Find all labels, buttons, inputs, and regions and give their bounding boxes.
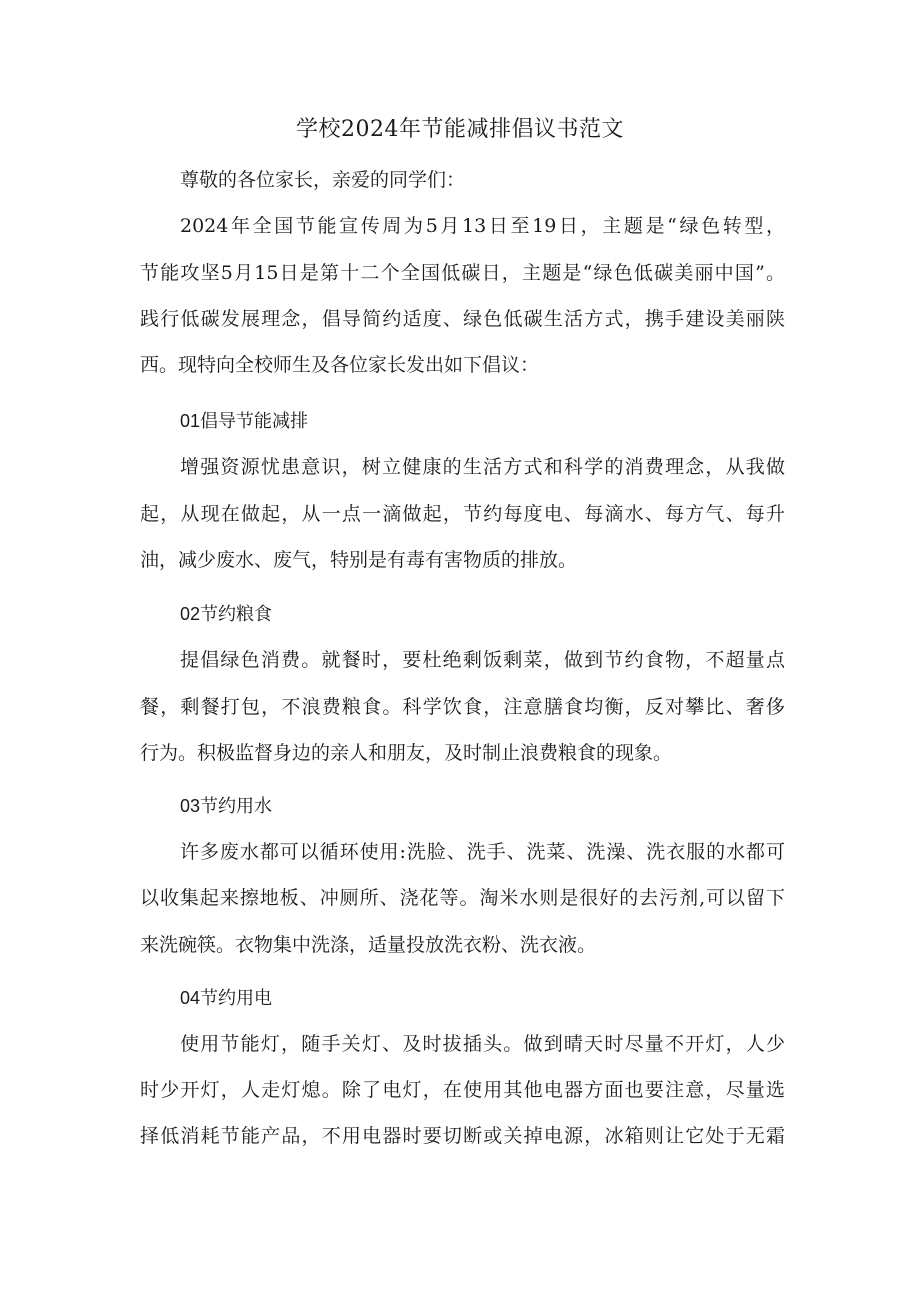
section-2-line-3: 行为。积极监督身边的亲人和朋友，及时制止浪费粮食的现象。 bbox=[140, 742, 673, 764]
section-2-line-1: 提倡绿色消费。就餐时，要杜绝剩饭剩菜，做到节约食物，不超量点 bbox=[180, 649, 785, 671]
section-3-line-3: 来洗碗筷。衣物集中洗涤，适量投放洗衣粉、洗衣液。 bbox=[140, 934, 597, 956]
section-heading-3: 03节约用水 bbox=[180, 796, 273, 816]
section-3-line-2: 以收集起来擦地板、冲厕所、浇花等。淘米水则是很好的去污剂,可以留下 bbox=[140, 887, 785, 909]
greeting: 尊敬的各位家长，亲爱的同学们： bbox=[180, 169, 466, 191]
section-2-line-2: 餐，剩餐打包，不浪费粮食。科学饮食，注意膳食均衡，反对攀比、奢侈 bbox=[140, 696, 785, 718]
intro-line-2: 节能攻坚5月15日是第十二个全国低碳日，主题是“绿色低碳美丽中国”。 bbox=[140, 262, 785, 284]
section-4-line-2: 时少开灯，人走灯熄。除了电灯，在使用其他电器方面也要注意，尽量选 bbox=[140, 1079, 785, 1101]
section-heading-1: 01倡导节能减排 bbox=[180, 411, 309, 431]
intro-line-1: 2024年全国节能宣传周为5月13日至19日，主题是“绿色转型， bbox=[180, 215, 785, 237]
section-1-line-3: 油，减少废水、废气，特别是有毒有害物质的排放。 bbox=[140, 549, 578, 571]
section-4-line-3: 择低消耗节能产品，不用电器时要切断或关掉电源，冰箱则让它处于无霜 bbox=[140, 1125, 785, 1147]
section-3-line-1: 许多废水都可以循环使用:洗脸、洗手、洗菜、洗澡、洗衣服的水都可 bbox=[180, 841, 785, 863]
section-4-line-1: 使用节能灯，随手关灯、及时拔插头。做到晴天时尽量不开灯，人少 bbox=[180, 1033, 785, 1055]
document-title: 学校2024年节能减排倡议书范文 bbox=[296, 117, 624, 142]
intro-line-4: 西。现特向全校师生及各位家长发出如下倡议： bbox=[140, 354, 540, 376]
section-1-line-2: 起，从现在做起，从一点一滴做起，节约每度电、每滴水、每方气、每升 bbox=[140, 503, 785, 525]
section-heading-4: 04节约用电 bbox=[180, 988, 273, 1008]
intro-line-3: 践行低碳发展理念，倡导简约适度、绿色低碳生活方式，携手建设美丽陕 bbox=[140, 308, 785, 330]
section-1-line-1: 增强资源忧患意识，树立健康的生活方式和科学的消费理念，从我做 bbox=[180, 456, 785, 478]
section-heading-2: 02节约粮食 bbox=[180, 604, 273, 624]
